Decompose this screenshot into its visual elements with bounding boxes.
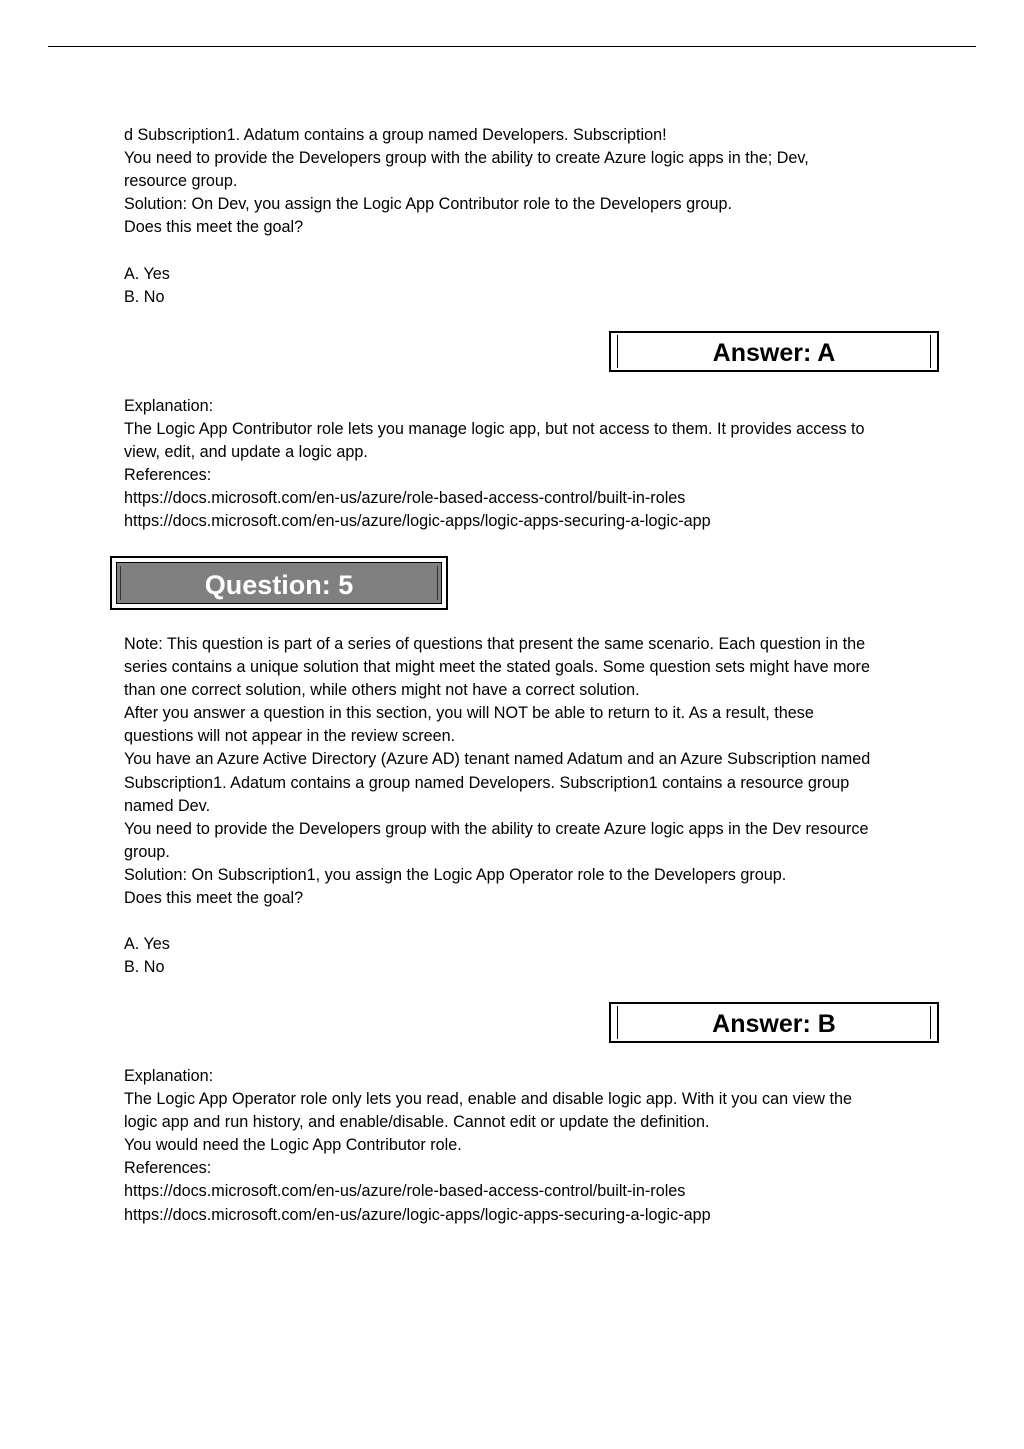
references-heading: References:	[124, 1159, 212, 1178]
answer-box	[609, 331, 939, 372]
question-text-line: series contains a unique solution that might meet the stated goals. Some question sets might have more	[124, 658, 870, 677]
option-b: B. No	[124, 287, 165, 306]
explanation-heading: Explanation:	[124, 397, 214, 415]
option-b: B. No	[124, 958, 165, 977]
reference-link[interactable]: https://docs.microsoft.com/en-us/azure/role-based-access-control/built-in-roles	[124, 489, 686, 508]
question-text-line: resource group.	[124, 172, 238, 191]
question-5-body	[124, 633, 954, 979]
question-text-line: Solution: On Subscription1, you assign the Logic App Operator role to the Developers group.	[124, 865, 787, 884]
answer-label: Answer: B	[712, 1010, 836, 1038]
question-text-line: Does this meet the goal?	[124, 218, 304, 237]
question-text-line: named Dev.	[124, 796, 211, 815]
header-rule	[48, 46, 976, 47]
question-text-line: group.	[124, 842, 170, 861]
explanation-text-line: The Logic App Contributor role lets you manage logic app, but not access to them. It provides access to	[124, 420, 865, 439]
question-text-line: Note: This question is part of a series of questions that present the same scenario. Each question in the	[124, 635, 866, 653]
question-5-explanation	[124, 1065, 954, 1227]
question-text-line: You have an Azure Active Directory (Azure AD) tenant named Adatum and an Azure Subscription named	[124, 750, 871, 769]
question-text-line: questions will not appear in the review screen.	[124, 727, 456, 746]
answer-box	[609, 1002, 939, 1043]
explanation-heading: Explanation:	[124, 1067, 214, 1085]
question-4-explanation	[124, 395, 954, 534]
reference-link[interactable]: https://docs.microsoft.com/en-us/azure/role-based-access-control/built-in-roles	[124, 1182, 686, 1201]
question-text-line: Solution: On Dev, you assign the Logic App Contributor role to the Developers group.	[124, 195, 732, 214]
option-a: A. Yes	[124, 264, 170, 283]
explanation-text-line: You would need the Logic App Contributor role.	[124, 1136, 462, 1155]
question-heading: Question: 5	[204, 570, 354, 600]
question-text-line: After you answer a question in this section, you will NOT be able to return to it. As a result, these	[124, 704, 814, 723]
question-text-line: You need to provide the Developers group with the ability to create Azure logic apps in the; Dev,	[124, 149, 809, 168]
reference-link[interactable]: https://docs.microsoft.com/en-us/azure/logic-apps/logic-apps-securing-a-logic-app	[124, 512, 711, 531]
references-heading: References:	[124, 466, 212, 485]
question-text-line: d Subscription1. Adatum contains a group named Developers. Subscription!	[124, 126, 667, 144]
explanation-text-line: view, edit, and update a logic app.	[124, 443, 368, 462]
answer-label: Answer: A	[712, 339, 836, 367]
question-text-line: than one correct solution, while others might not have a correct solution.	[124, 681, 640, 700]
option-a: A. Yes	[124, 935, 170, 954]
question-heading-box	[110, 556, 448, 610]
question-text-line: Does this meet the goal?	[124, 889, 304, 908]
explanation-text-line: The Logic App Operator role only lets you read, enable and disable logic app. With it you can view the	[124, 1090, 852, 1109]
question-text-line: You need to provide the Developers group with the ability to create Azure logic apps in the Dev resource	[124, 819, 869, 838]
question-4-body	[124, 124, 954, 309]
question-text-line: Subscription1. Adatum contains a group named Developers. Subscription1 contains a resource group	[124, 773, 850, 792]
explanation-text-line: logic app and run history, and enable/disable. Cannot edit or update the definition.	[124, 1113, 710, 1132]
reference-link[interactable]: https://docs.microsoft.com/en-us/azure/logic-apps/logic-apps-securing-a-logic-app	[124, 1205, 711, 1224]
